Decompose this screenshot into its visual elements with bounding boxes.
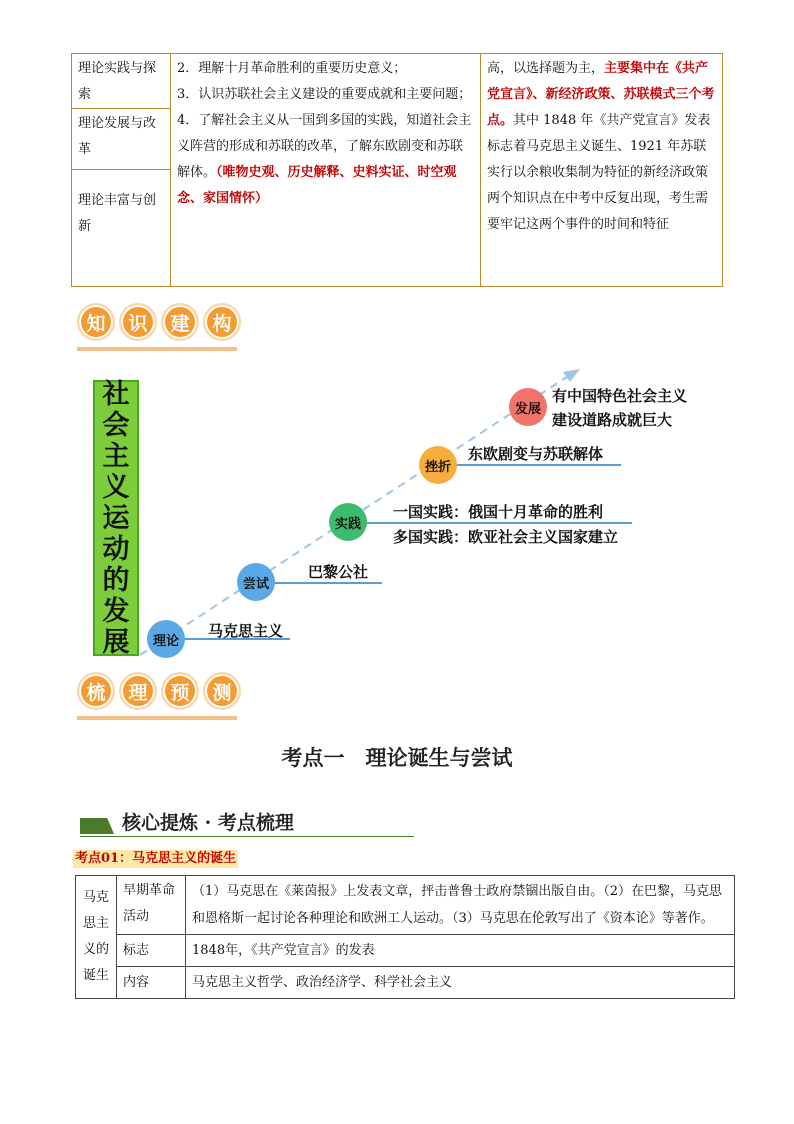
row-content: 1848年，《共产党宣言》的发表 bbox=[186, 935, 735, 967]
banner-review-predict bbox=[77, 672, 245, 710]
banner-char: 理 bbox=[119, 672, 157, 710]
banner-char: 梳 bbox=[77, 672, 115, 710]
analysis-cell: 高，以选择题为主，主要集中在《共产党宣言》、新经济政策、苏联模式三个考点。其中 1848 年《共产党宣言》发表标志着马克思主义诞生、1921 年苏联实行以余粮收集制为特征的新经济政策两个知识点在中考中反复出现，考生需要牢记这两个事件的时间和特征 bbox=[481, 54, 723, 287]
requirement-line: 2．理解十月革命胜利的重要历史意义； bbox=[177, 61, 407, 76]
row-label: 内容 bbox=[117, 967, 186, 999]
marxism-table bbox=[75, 875, 735, 999]
core-title-bar bbox=[80, 808, 414, 837]
banner-char: 识 bbox=[119, 303, 157, 341]
requirement-line: 4．了解社会主义从一国到多国的实践，知道社会主义阵营的形成和苏联的改革，了解东欧剧变和苏联解体。（唯物史观、历史解释、史料实证、时空观念、家国情怀） bbox=[177, 113, 472, 206]
banner-char: 建 bbox=[161, 303, 199, 341]
node-practice-text: 多国实践：欧亚社会主义国家建立 bbox=[393, 528, 619, 546]
node-try-text: 巴黎公社 bbox=[308, 563, 369, 581]
topic-text: 理论实践与探索 bbox=[78, 61, 157, 102]
node-develop: 发展 bbox=[509, 388, 547, 426]
banner-char: 预 bbox=[161, 672, 199, 710]
node-practice-text: 一国实践：俄国十月革命的胜利 bbox=[393, 503, 604, 521]
node-develop-text: 有中国特色社会主义 bbox=[552, 387, 688, 405]
topic-text: 理论发展与改革 bbox=[78, 116, 157, 157]
requirement-line: 3．认识苏联社会主义建设的重要成就和主要问题； bbox=[177, 87, 472, 102]
node-practice: 实践 bbox=[329, 503, 367, 541]
node-theory: 理论 bbox=[147, 620, 185, 658]
row-label: 早期革命活动 bbox=[117, 876, 186, 935]
node-setback-text: 东欧剧变与苏联解体 bbox=[468, 445, 604, 463]
core-title: 核心提炼 · 考点梳理 bbox=[122, 812, 294, 834]
banner-char: 知 bbox=[77, 303, 115, 341]
kaodian-label: 考点01：马克思主义的诞生 bbox=[75, 851, 237, 866]
focus-points: 主要集中在《共产党宣言》、新经济政策、苏联模式三个考点。 bbox=[487, 61, 715, 128]
diagram-title: 社 会 主 义 运 动 的 发 展 bbox=[93, 380, 139, 656]
banner-char: 测 bbox=[203, 672, 241, 710]
row-content: （1）马克思在《莱茵报》上发表文章，抨击普鲁士政府禁锢出版自由。（2）在巴黎，马克思和恩格斯一起讨论各种理论和欧洲工人运动。（3）马克思在伦敦写出了《资本论》等著作。 bbox=[186, 876, 735, 935]
section-heading: 考点一 理论诞生与尝试 bbox=[281, 746, 513, 770]
tab-shape bbox=[80, 818, 114, 834]
node-theory-text: 马克思主义 bbox=[208, 622, 284, 640]
arrow-head bbox=[563, 369, 580, 382]
banner-char: 构 bbox=[203, 303, 241, 341]
node-setback: 挫折 bbox=[419, 446, 457, 484]
literacy-note: （唯物史观、历史解释、史料实证、时空观念、家国情怀） bbox=[177, 165, 457, 206]
row-header: 马克思主义的诞生 bbox=[76, 876, 117, 999]
row-content: 马克思主义哲学、政治经济学、科学社会主义 bbox=[186, 967, 735, 999]
topic-text: 理论丰富与创新 bbox=[78, 193, 157, 234]
node-try: 尝试 bbox=[237, 563, 275, 601]
row-label: 标志 bbox=[117, 935, 186, 967]
node-develop-text: 建设道路成就巨大 bbox=[552, 411, 673, 429]
